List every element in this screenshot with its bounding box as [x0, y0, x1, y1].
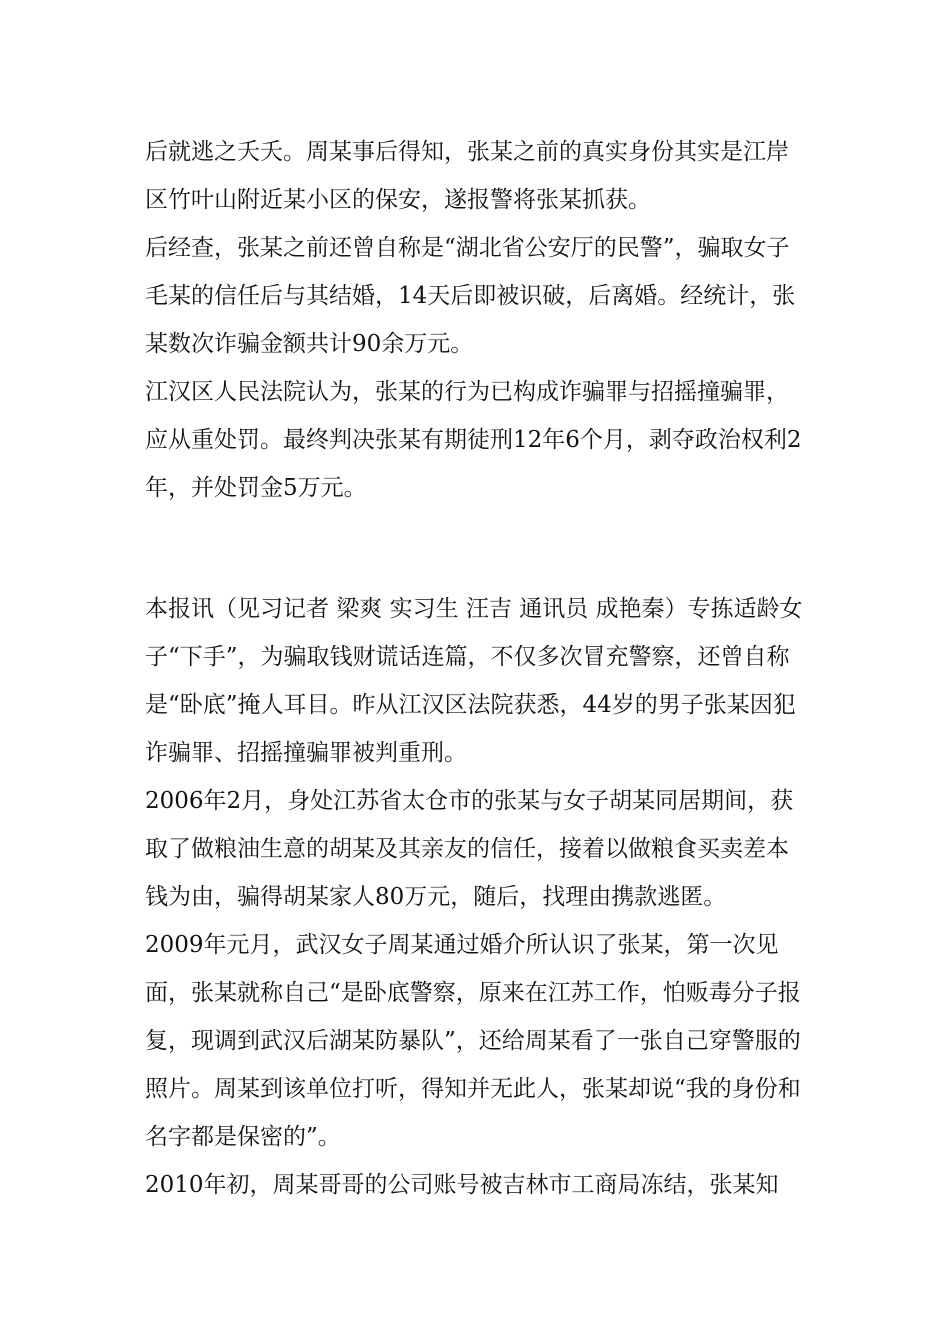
news-article — [145, 585, 810, 1209]
paragraph: 2006年2月，身处江苏省太仓市的张某与女子胡某同居期间，获取了做粮油生意的胡某及其亲友的信任，接着以做粮食买卖差本钱为由，骗得胡某家人80万元，随后，找理由携款逃匿。 — [145, 788, 794, 910]
paragraph: 2010年初，周某哥哥的公司账号被吉林市工商局冻结，张某知 — [145, 1172, 779, 1198]
article-continuation — [145, 128, 810, 512]
paragraph: 后经查，张某之前还曾自称是“湖北省公安厅的民警”，骗取女子毛某的信任后与其结婚，14天后即被识破，后离婚。经统计，张某数次诈骗金额共计90余万元。 — [145, 235, 796, 357]
paragraph: 2009年元月，武汉女子周某通过婚介所认识了张某，第一次见面，张某就称自己“是卧底警察，原来在江苏工作，怕贩毒分子报复，现调到武汉后湖某防暴队”，还给周某看了一张自己穿警服的照片。周某到该单位打听，得知并无此人，张某却说“我的身份和名字都是保密的”。 — [145, 932, 801, 1150]
paragraph-lead: 本报讯（见习记者 梁爽 实习生 汪吉 通讯员 成艳秦）专拣适龄女子“下手”，为骗取钱财谎话连篇，不仅多次冒充警察，还曾自称是“卧底”掩人耳目。昨从江汉区法院获悉，44岁的男子张某因犯诈骗罪、招摇撞骗罪被判重刑。 — [145, 596, 803, 766]
paragraph: 江汉区人民法院认为，张某的行为已构成诈骗罪与招摇撞骗罪，应从重处罚。最终判决张某有期徒刑12年6个月，剥夺政治权利2年，并处罚金5万元。 — [145, 379, 802, 501]
paragraph: 后就逃之夭夭。周某事后得知，张某之前的真实身份其实是江岸区竹叶山附近某小区的保安，遂报警将张某抓获。 — [145, 139, 789, 213]
